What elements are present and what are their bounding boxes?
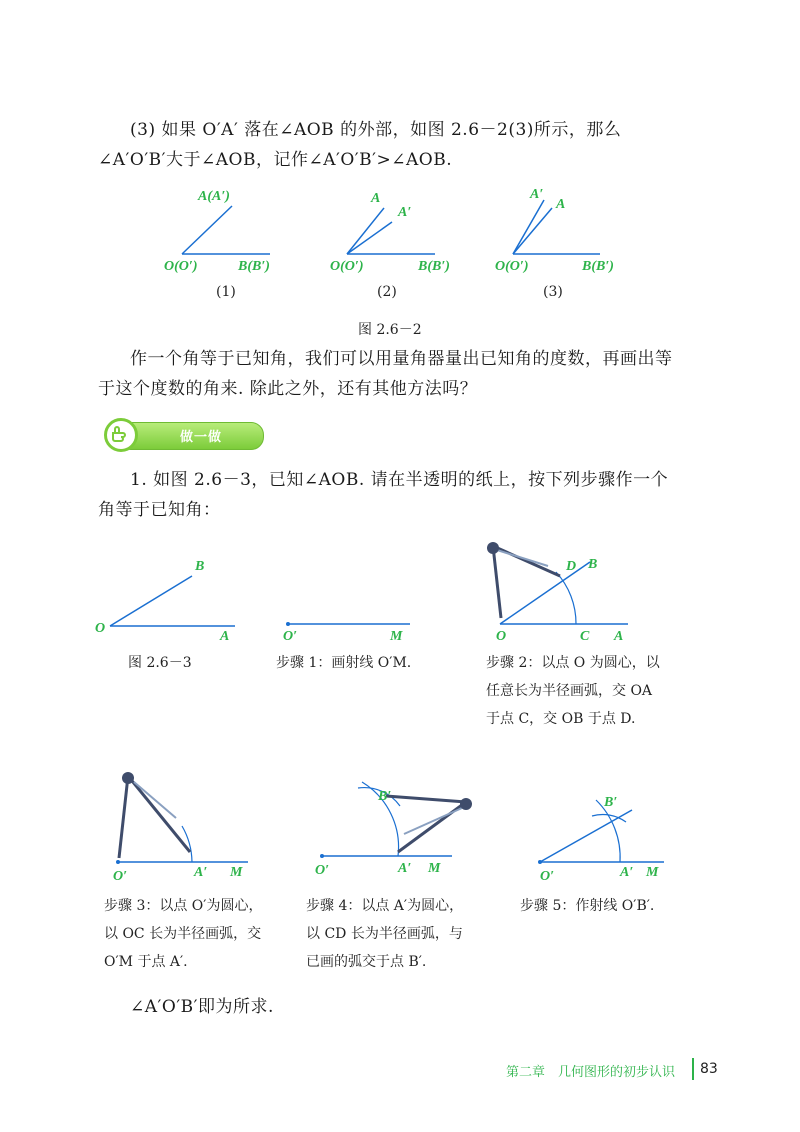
ray-ob	[500, 562, 590, 624]
label-m: M	[646, 865, 659, 880]
step-2-line-1: 步骤 2：以点 O 为圆心，以	[486, 655, 660, 671]
step-4-line-1: 步骤 4：以点 A′为圆心，	[306, 898, 464, 914]
figure-2-6-2-caption: 图 2.6－2	[358, 322, 422, 338]
label-a-prime: A′	[530, 187, 544, 202]
label-a: A	[371, 191, 381, 206]
label-o-prime: O′	[540, 869, 555, 884]
label-m: M	[390, 629, 403, 644]
ray-oa-prime	[513, 200, 544, 254]
label-b-b-prime: B(B′)	[418, 259, 450, 274]
label-b: B	[588, 557, 598, 572]
step-1-text: 步骤 1：画射线 O′M.	[276, 655, 412, 671]
point-o-prime	[286, 622, 290, 626]
task-1-line-2: 角等于已知角：	[98, 500, 221, 520]
step-2-line-3: 于点 C，交 OB 于点 D.	[486, 711, 636, 727]
step-2-line-2: 任意长为半径画弧，交 OA	[486, 683, 653, 699]
paragraph-3-line-1: (3) 如果 O′A′ 落在∠AOB 的外部，如图 2.6－2(3)所示，那么	[130, 120, 622, 140]
step-4-line-2: 以 CD 长为半径画弧，与	[306, 926, 463, 942]
caption-sub-3: (3)	[543, 284, 563, 300]
activity-badge	[104, 418, 262, 452]
label-o-prime: O′	[283, 629, 298, 644]
construction-row-2	[0, 762, 800, 892]
ray-oa	[182, 206, 232, 254]
label-o: O	[496, 629, 507, 644]
step-1-figure	[283, 622, 410, 644]
label-o-prime: O′	[113, 869, 128, 884]
point-o-prime	[116, 860, 120, 864]
label-o: O	[95, 621, 106, 636]
label-a: A	[614, 629, 624, 644]
step-2-figure	[487, 542, 628, 644]
construction-row-1	[0, 540, 800, 650]
intro-line-1: 作一个角等于已知角，我们可以用量角器量出已知角的度数，再画出等	[130, 349, 673, 369]
figure-2-6-2-sub-2	[330, 191, 450, 274]
label-a: A	[220, 629, 230, 644]
conclusion: ∠A′O′B′即为所求.	[130, 997, 274, 1017]
step-3-figure	[113, 772, 248, 884]
step-3-line-3: O′M 于点 A′.	[104, 954, 188, 970]
label-a-prime: A′	[194, 865, 208, 880]
label-a-prime: A′	[398, 205, 412, 220]
label-d: D	[566, 559, 577, 574]
label-b: B	[195, 559, 205, 574]
step-5-text: 步骤 5：作射线 O′B′.	[520, 898, 655, 914]
page-number: 83	[700, 1061, 718, 1077]
hand-icon	[104, 418, 138, 452]
step-3-line-1: 步骤 3：以点 O′为圆心，	[104, 898, 263, 914]
label-c: C	[580, 629, 590, 644]
label-o-o-prime: O(O′)	[164, 259, 198, 274]
label-o-prime: O′	[315, 863, 330, 878]
label-m: M	[428, 861, 441, 876]
label-b-b-prime: B(B′)	[582, 259, 614, 274]
arc-cd	[556, 572, 576, 624]
footer-chapter: 第二章 几何图形的初步认识	[506, 1065, 676, 1080]
label-m: M	[230, 865, 243, 880]
point-o-prime	[320, 854, 324, 858]
figure-2-6-3-caption: 图 2.6－3	[128, 655, 192, 671]
paragraph-3-line-2: ∠A′O′B′大于∠AOB，记作∠A′O′B′>∠AOB.	[98, 150, 453, 170]
badge-label: 做一做	[180, 430, 223, 445]
figure-2-6-2-sub-3	[495, 187, 614, 274]
label-a-prime: A′	[398, 861, 412, 876]
step-5-figure	[538, 795, 664, 884]
ray-oa	[513, 208, 552, 254]
figure-2-6-3	[95, 559, 235, 644]
label-o-o-prime: O(O′)	[495, 259, 529, 274]
step-4-line-3: 已画的弧交于点 B′.	[306, 954, 427, 970]
ray-ob	[110, 576, 192, 626]
step-4-figure	[315, 782, 472, 878]
footer-divider	[692, 1058, 694, 1080]
compass-icon	[119, 772, 190, 858]
label-b-b-prime: B(B′)	[238, 259, 270, 274]
step-3-line-2: 以 OC 长为半径画弧，交	[104, 926, 262, 942]
label-o-o-prime: O(O′)	[330, 259, 364, 274]
caption-sub-1: (1)	[216, 284, 236, 300]
label-b-prime: B′	[378, 789, 392, 804]
compass-icon	[487, 542, 560, 618]
figure-2-6-2	[0, 180, 800, 300]
label-a-prime: A′	[620, 865, 634, 880]
figure-2-6-2-sub-1	[164, 189, 270, 274]
label-a-a-prime: A(A′)	[198, 189, 230, 204]
caption-sub-2: (2)	[377, 284, 397, 300]
label-a: A	[556, 197, 566, 212]
task-1-line-1: 1. 如图 2.6－3，已知∠AOB. 请在半透明的纸上，按下列步骤作一个	[130, 470, 669, 490]
intro-line-2: 于这个度数的角来. 除此之外，还有其他方法吗？	[98, 379, 478, 399]
label-b-prime: B′	[604, 795, 618, 810]
